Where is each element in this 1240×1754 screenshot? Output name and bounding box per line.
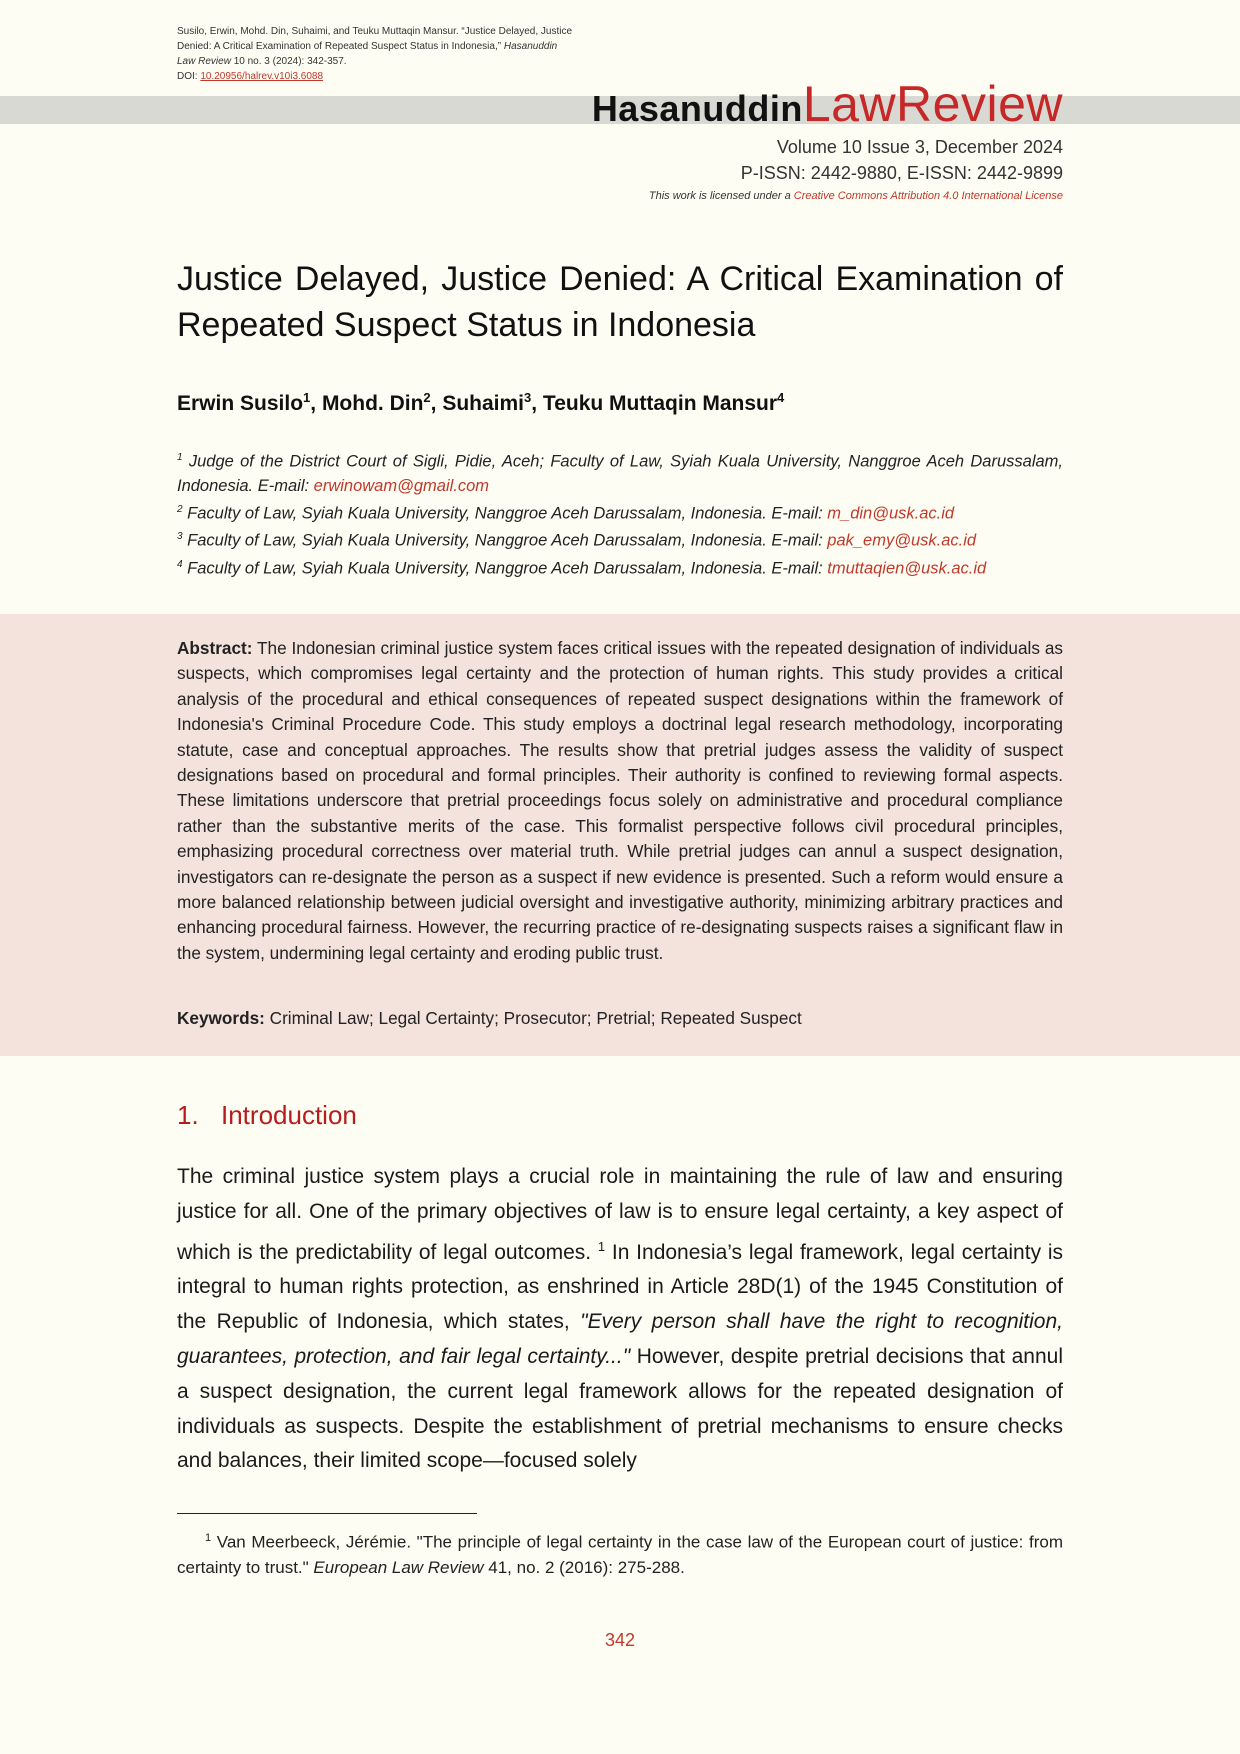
affiliation-item bbox=[177, 525, 1063, 553]
page-number: 342 bbox=[604, 1630, 636, 1650]
affiliation-text: Faculty of Law, Syiah Kuala University, Nanggroe Aceh Darussalam, Indonesia. E-mail: bbox=[182, 531, 828, 550]
author-sep: , bbox=[531, 392, 543, 415]
body-quote: "Every person shall have the right to recognition, guarantees, protection, and fair legal certainty..." bbox=[177, 1310, 1063, 1368]
author-sup: 4 bbox=[777, 390, 785, 405]
footnote-end: 41, no. 2 (2016): 275-288. bbox=[483, 1557, 685, 1577]
paper-title: Justice Delayed, Justice Denied: A Critical Examination of Repeated Suspect Status in Indonesia bbox=[177, 260, 1063, 344]
body-text-2: In Indonesia’s legal framework, legal certainty is integral to human rights protection, as enshrined in Article 28D(1) of the 1945 Constitution of the Republic of Indonesia, which states, bbox=[177, 1240, 1064, 1334]
license-note bbox=[649, 188, 1063, 204]
email-link[interactable]: pak_emy@usk.ac.id bbox=[827, 531, 977, 550]
footnote-journal: European Law Review bbox=[313, 1557, 484, 1577]
author-sup: 1 bbox=[303, 390, 311, 405]
citation-issue: 10 no. 3 (2024): 342-357. bbox=[230, 56, 347, 67]
footnote-text: Van Meerbeeck, Jérémie. "The principle of legal certainty in the case law of the European court of justice: from certainty to trust." bbox=[177, 1532, 1063, 1577]
email-link[interactable]: erwinowam@gmail.com bbox=[313, 476, 490, 495]
abstract-label: Abstract: bbox=[177, 638, 253, 658]
author-list bbox=[177, 390, 1063, 416]
abstract-text: The Indonesian criminal justice system faces critical issues with the repeated designation of individuals as suspects, which compromises legal certainty and the protection of human rights. This study provides a critical analysis of the procedural and ethical consequences of repeated suspect designations within the framework of Indonesia's Criminal Procedure Code. This study employs a doctrinal legal research methodology, incorporating statute, case and conceptual approaches. The results show that pretrial judges assess the validity of suspect designations based on procedural and formal principles. Their authority is confined to reviewing formal aspects. These limitations underscore that pretrial proceedings focus solely on administrative and procedural compliance rather than the substantive merits of the case. This formalist perspective follows civil procedural principles, emphasizing procedural correctness over material truth. While pretrial judges can annul a suspect designation, investigators can re-designate the person as a suspect if new evidence is presented. Such a reform would ensure a more balanced relationship between judicial oversight and investigative authority, minimizing arbitrary practices and enhancing procedural fairness. However, the recurring practice of re-designating suspects raises a significant flaw in the system, undermining legal certainty and eroding public trust. bbox=[177, 638, 1063, 963]
affiliation-text: Faculty of Law, Syiah Kuala University, Nanggroe Aceh Darussalam, Indonesia. E-mail: bbox=[182, 504, 828, 522]
doi-link[interactable]: 10.20956/halrev.v10i3.6088 bbox=[200, 71, 324, 82]
logo-part-hasanuddin: Hasanuddin bbox=[591, 88, 803, 129]
email-link[interactable]: m_din@usk.ac.id bbox=[827, 504, 955, 522]
abstract bbox=[177, 636, 1063, 966]
author-name: Erwin Susilo bbox=[177, 392, 304, 415]
affiliation-text: Judge of the District Court of Sigli, Pidie, Aceh; Faculty of Law, Syiah Kuala University, Nanggroe Aceh Darussalam, Indonesia. E-mail: bbox=[177, 452, 1063, 495]
license-prefix: This work is licensed under a bbox=[648, 190, 794, 202]
section-number: 1. bbox=[177, 1100, 199, 1130]
volume-info: Volume 10 Issue 3, December 2024 bbox=[776, 137, 1063, 157]
journal-logo bbox=[592, 74, 1063, 134]
citation-text: Susilo, Erwin, Mohd. Din, Suhaimi, and Teuku Muttaqin Mansur. “Justice Delayed, Justice Denied: A Critical Examination of Repeated Suspect Status in Indonesia,” bbox=[177, 26, 572, 52]
author-sep: , bbox=[310, 392, 322, 415]
section-heading bbox=[177, 1100, 357, 1131]
body-paragraph bbox=[177, 1160, 1063, 1479]
license-link[interactable]: Creative Commons Attribution 4.0 International License bbox=[793, 190, 1063, 202]
footnote-divider bbox=[177, 1513, 477, 1514]
doi-label: DOI: bbox=[177, 71, 201, 82]
author-name: Teuku Muttaqin Mansur bbox=[542, 392, 778, 415]
section-title: Introduction bbox=[221, 1100, 357, 1130]
journal-meta bbox=[649, 134, 1063, 204]
citation-header bbox=[177, 24, 577, 84]
keywords-label: Keywords: bbox=[177, 1008, 265, 1028]
keywords bbox=[177, 1008, 1063, 1029]
body-text-3: However, despite pretrial decisions that annul a suspect designation, the current legal framework allows for the repeated designation of individuals as suspects. Despite the establishment of pretrial mechanisms to ensure checks and balances, their limited scope—focused solely bbox=[177, 1344, 1063, 1473]
footnote bbox=[177, 1526, 1063, 1580]
body-text-1: The criminal justice system plays a crucial role in maintaining the rule of law and ensuring justice for all. One of the primary objectives of law is to ensure legal certainty, a key aspect of which is the predictability of legal outcomes. bbox=[177, 1165, 1063, 1264]
author-name: Suhaimi bbox=[442, 392, 525, 415]
affiliation-item bbox=[177, 446, 1063, 498]
author-sep: , bbox=[430, 392, 443, 415]
author-sup: 2 bbox=[423, 390, 431, 405]
author-sup: 3 bbox=[524, 390, 532, 405]
affiliation-text: Faculty of Law, Syiah Kuala University, Nanggroe Aceh Darussalam, Indonesia. E-mail: bbox=[182, 559, 828, 577]
email-link[interactable]: tmuttaqien@usk.ac.id bbox=[827, 559, 987, 577]
affiliation-item bbox=[177, 553, 1063, 581]
affiliation-list bbox=[177, 446, 1063, 580]
keywords-text: Criminal Law; Legal Certainty; Prosecutor; Pretrial; Repeated Suspect bbox=[264, 1008, 802, 1028]
footnote-ref[interactable]: 1 bbox=[597, 1238, 606, 1254]
footnote-sup: 1 bbox=[205, 1532, 212, 1544]
affiliation-sup: 1 bbox=[177, 452, 183, 463]
author-name: Mohd. Din bbox=[321, 392, 424, 415]
affiliation-sup: 2 bbox=[177, 503, 183, 515]
affiliation-sup: 4 bbox=[177, 558, 183, 570]
affiliation-item bbox=[177, 498, 1063, 526]
issn-info: P-ISSN: 2442-9880, E-ISSN: 2442-9899 bbox=[740, 163, 1063, 183]
affiliation-sup: 3 bbox=[177, 531, 183, 542]
logo-part-lawreview: LawReview bbox=[802, 76, 1063, 132]
citation-journal: Hasanuddin Law Review bbox=[177, 41, 558, 67]
